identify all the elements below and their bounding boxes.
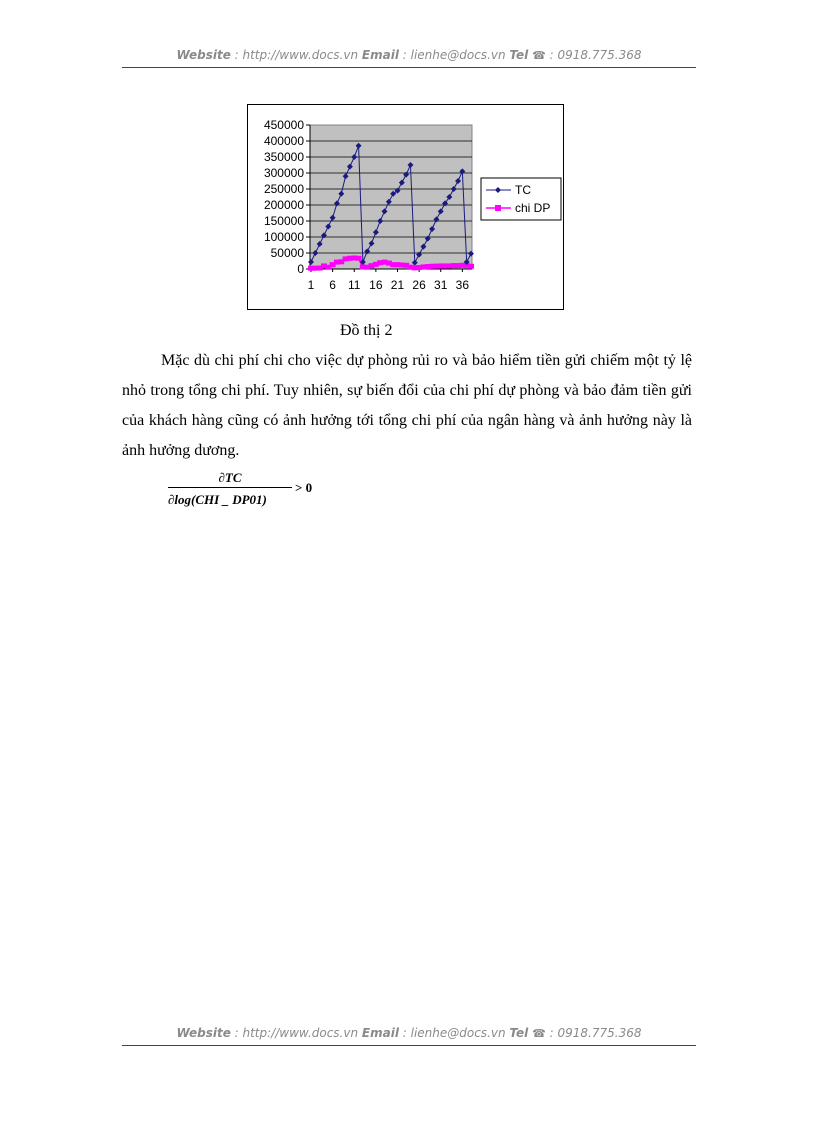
- y-tick-label: 200000: [263, 198, 304, 212]
- tel-label: Tel: [509, 48, 529, 62]
- y-tick-label: 250000: [263, 182, 304, 196]
- y-tick-label: 350000: [263, 150, 304, 164]
- x-tick-label: 31: [434, 278, 448, 292]
- chart-frame: [247, 104, 564, 310]
- line-chart: [248, 105, 565, 311]
- email-address: : lienhe@docs.vn: [398, 1026, 510, 1040]
- formula-relation: > 0: [295, 480, 313, 495]
- email-label: Email: [361, 1026, 399, 1040]
- website-label: Website: [176, 48, 231, 62]
- x-tick-label: 26: [412, 278, 426, 292]
- fraction-bar: [168, 487, 292, 488]
- point-chi-dp: [356, 256, 362, 261]
- y-tick-label: 450000: [263, 118, 304, 132]
- x-tick-label: 21: [390, 278, 405, 292]
- legend-label-chi-dp: chi DP: [515, 201, 551, 215]
- body-paragraph: Mặc dù chi phí chi cho việc dự phòng rủi ro và bảo hiểm tiền gửi chiếm một tỷ lệ nhỏ trong tổng chi phí. Tuy nhiên, sự biến đổi của chi phí dự phòng và bảo đảm tiền gửi của khách hàng cũng có ảnh hưởng tới tổng chi phí của ngân hàng và ảnh hưởng này là ảnh hưởng dương.: [122, 352, 692, 459]
- y-tick-label: 0: [297, 262, 304, 276]
- x-tick-label: 36: [455, 278, 470, 292]
- email-label: Email: [361, 48, 399, 62]
- legend-marker-chi-dp: [495, 205, 501, 211]
- website-url: : http://www.docs.vn: [230, 48, 362, 62]
- website-url: : http://www.docs.vn: [230, 1026, 362, 1040]
- tel-number: : 0918.775.368: [545, 1026, 642, 1040]
- y-tick-label: 300000: [263, 166, 304, 180]
- tel-label: Tel: [509, 1026, 529, 1040]
- point-chi-dp: [468, 264, 474, 269]
- website-label: Website: [176, 1026, 231, 1040]
- formula-denominator: ∂log(CHI _ DP01): [168, 492, 267, 507]
- phone-icon: ☎: [532, 1027, 546, 1040]
- x-tick-label: 11: [348, 278, 361, 292]
- x-tick-label: 1: [307, 278, 315, 292]
- y-tick-label: 150000: [263, 214, 304, 228]
- email-address: : lienhe@docs.vn: [398, 48, 510, 62]
- x-tick-label: 6: [329, 278, 336, 292]
- x-tick-label: 16: [369, 278, 383, 292]
- y-tick-label: 100000: [263, 230, 304, 244]
- page-footer: [122, 1026, 696, 1040]
- formula-numerator: ∂TC: [218, 470, 242, 485]
- footer-rule: [122, 1045, 696, 1046]
- legend-label-tc: TC: [515, 183, 531, 197]
- phone-icon: ☎: [532, 49, 546, 62]
- figure-caption: Đồ thị 2: [340, 322, 393, 339]
- y-tick-label: 400000: [263, 134, 304, 148]
- header-rule: [122, 67, 696, 68]
- tel-number: : 0918.775.368: [545, 48, 642, 62]
- page-header: [122, 48, 696, 62]
- y-tick-label: 50000: [270, 246, 304, 260]
